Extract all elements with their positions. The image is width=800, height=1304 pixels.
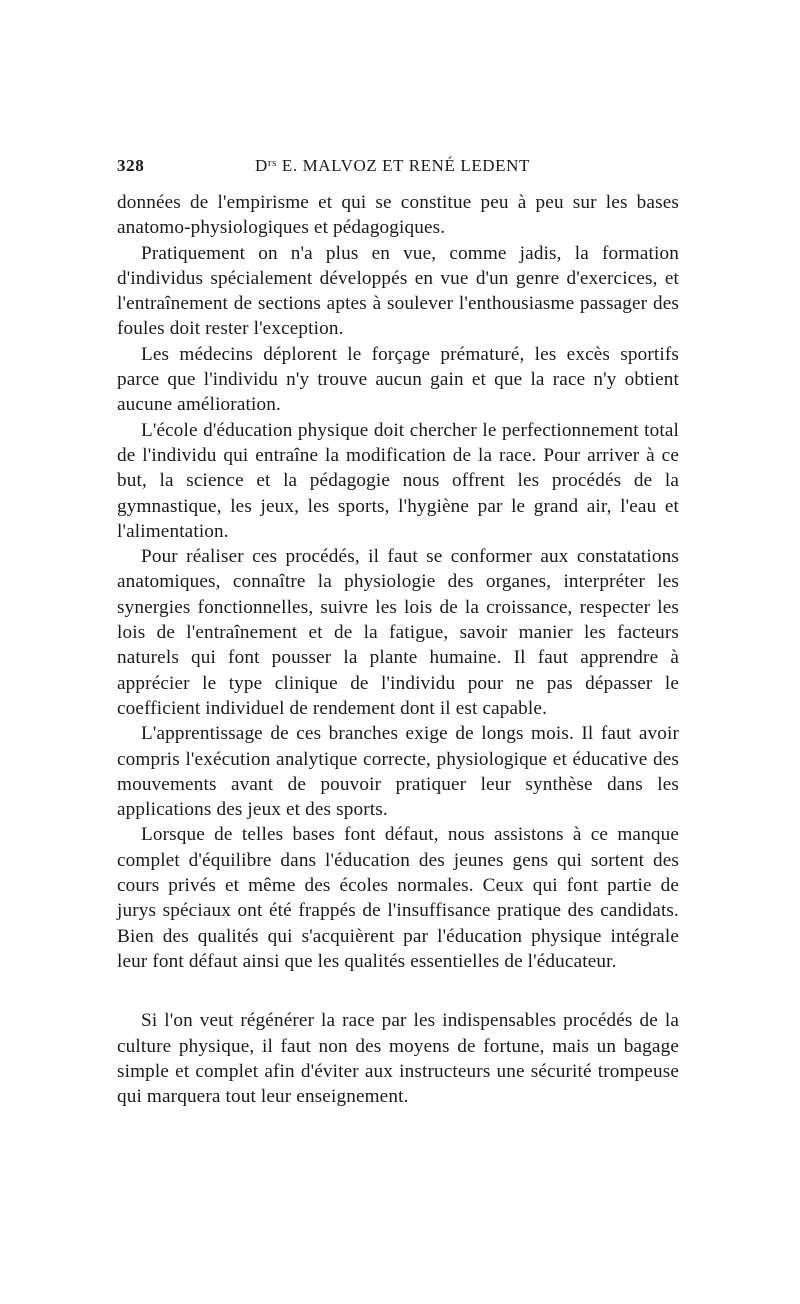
author-names: E. MALVOZ ET RENÉ LEDENT (277, 156, 531, 175)
paragraph: Pour réaliser ces procédés, il faut se conformer aux constatations anatomiques, connaître la physiologie des organes, interpréter les synergies fonctionnelles, suivre les lois de la croissance, respecter les lois de l'entraînement et de la fatigue, savoir manier les facteurs naturels qui font pousser la plante humaine. Il faut apprendre à apprécier le type clinique de l'individu pour ne pas dépasser le coefficient individuel de rendement dont il est capable. (117, 546, 679, 719)
page-number: 328 (117, 156, 145, 175)
paragraph: Les médecins déplorent le forçage prématuré, les excès sportifs parce que l'individu n'y trouve aucun gain et que la race n'y obtient aucune amélioration. (117, 343, 679, 416)
paragraph: L'école d'éducation physique doit chercher le perfectionnement total de l'individu qui entraîne la modification de la race. Pour arriver à ce but, la science et la pédagogie nous offrent les procédés de la gymnastique, les jeux, les sports, l'hygiène par le grand air, l'eau et l'alimentation. (117, 419, 679, 542)
author-prefix: D (255, 156, 268, 175)
paragraph: Pratiquement on n'a plus en vue, comme jadis, la formation d'individus spécialement développés en vue d'un genre d'exercices, et l'entraînement de sections aptes à soulever l'enthousiasme passager des foules doit rester l'exception. (117, 242, 679, 340)
book-page (117, 156, 679, 1109)
running-title (255, 156, 530, 176)
author-superscript: rs (267, 157, 278, 169)
paragraph: L'apprentissage de ces branches exige de longs mois. Il faut avoir compris l'exécution analytique correcte, physiologique et éducative des mouvements avant de pouvoir pratiquer leur synthèse dans les applications des jeux et des sports. (117, 723, 679, 821)
body-text (117, 190, 679, 1109)
paragraph: Lorsque de telles bases font défaut, nous assistons à ce manque complet d'équilibre dans l'éducation des jeunes gens qui sortent des cours privés et même des écoles normales. Ceux qui font partie de jurys spéciaux ont été frappés de l'insuffisance pratique des candidats. Bien des qualités qui s'acquièrent par l'éducation physique intégrale leur font défaut ainsi que les qualités essentielles de l'éducateur. (117, 824, 679, 972)
paragraph-final: Si l'on veut régénérer la race par les indispensables procédés de la culture physique, il faut non des moyens de fortune, mais un bagage simple et complet afin d'éviter aux instructeurs une sécurité trompeuse qui marquera tout leur enseignement. (117, 1010, 679, 1108)
running-header (117, 156, 679, 182)
paragraph-continued: données de l'empirisme et qui se constitue peu à peu sur les bases anatomo-physiologiques et pédagogiques. (117, 192, 679, 239)
